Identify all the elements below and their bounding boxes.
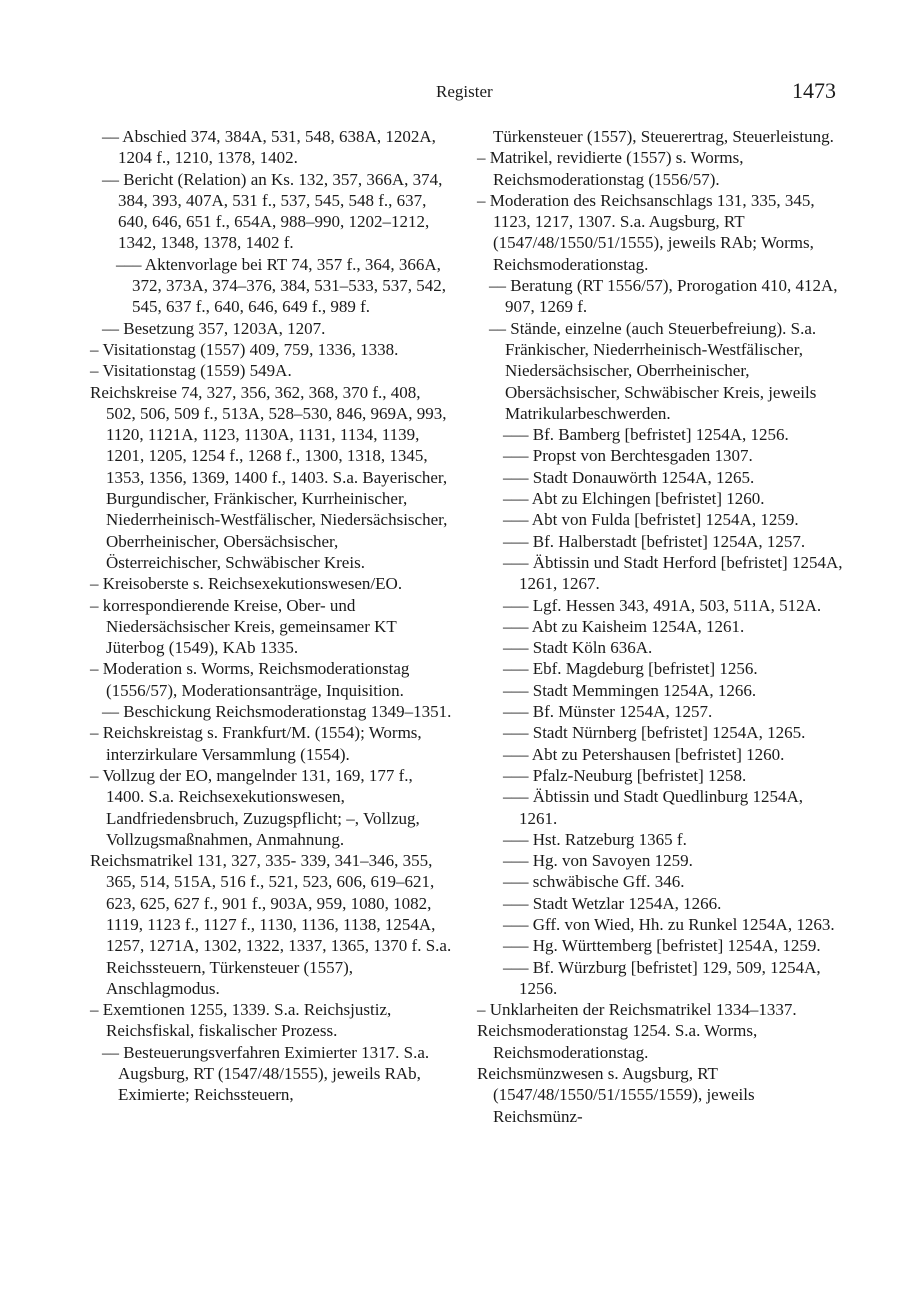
- index-entry: ––– Lgf. Hessen 343, 491A, 503, 511A, 512A.: [503, 595, 822, 615]
- running-title: Register: [436, 82, 493, 101]
- index-entry: – Moderation s. Worms, Reichsmoderationstag (1556/57), Moderationsanträge, Inquisition.: [90, 659, 410, 700]
- index-entry: – Exemtionen 1255, 1339. S.a. Reichsjustiz, Reichsfiskal, fiskalischer Prozess.: [90, 1000, 392, 1041]
- index-entry: ––– Hst. Ratzeburg 1365 f.: [503, 829, 687, 849]
- index-entry: ––– Pfalz-Neuburg [befristet] 1258.: [503, 765, 747, 785]
- index-entry: ––– Abt von Fulda [befristet] 1254A, 1259.: [503, 510, 799, 530]
- index-entry: Türkensteuer (1557), Steuerertrag, Steuerleistung.: [493, 127, 834, 146]
- index-entry: ––– Ebf. Magdeburg [befristet] 1256.: [503, 659, 758, 679]
- index-entry: –– Besetzung 357, 1203A, 1207.: [102, 318, 326, 338]
- index-entry: – Visitationstag (1559) 549A.: [90, 361, 292, 381]
- index-entry: ––– Bf. Würzburg [befristet] 129, 509, 1254A, 1256.: [503, 957, 821, 998]
- index-entry: ––– Abt zu Petershausen [befristet] 1260.: [503, 744, 785, 764]
- index-entry: ––– Hg. Württemberg [befristet] 1254A, 1259.: [503, 936, 821, 956]
- index-entry: ––– Stadt Köln 636A.: [503, 638, 653, 658]
- index-entry: ––– Äbtissin und Stadt Quedlinburg 1254A, 1261.: [503, 787, 804, 828]
- index-entry: Reichsmünzwesen s. Augsburg, RT (1547/48/1550/51/1555/1559), jeweils Reichsmünz-: [477, 1064, 755, 1126]
- index-entry: ––– Bf. Münster 1254A, 1257.: [503, 702, 713, 722]
- index-entry: – korrespondierende Kreise, Ober- und Niedersächsischer Kreis, gemeinsamer KT Jüterbog (1549), KAb 1335.: [90, 595, 397, 658]
- index-entry: ––– Bf. Bamberg [befristet] 1254A, 1256.: [503, 425, 789, 445]
- index-entry: ––– Stadt Donauwörth 1254A, 1265.: [503, 467, 755, 487]
- index-entry: –– Besteuerungsverfahren Eximierter 1317. S.a. Augsburg, RT (1547/48/1555), jeweils RAb, Eximierte; Reichssteuern,: [102, 1042, 430, 1105]
- index-entry: – Visitationstag (1557) 409, 759, 1336, 1338.: [90, 339, 399, 359]
- index-entry: ––– Stadt Memmingen 1254A, 1266.: [503, 680, 757, 700]
- index-column-left: [90, 126, 452, 1106]
- index-entry: – Kreisoberste s. Reichsexekutionswesen/EO.: [90, 574, 403, 594]
- index-entry: Reichskreise 74, 327, 356, 362, 368, 370 f., 408, 502, 506, 509 f., 513A, 528–530, 846, 969A, 993, 1120, 1121A, 1123, 1130A, 1131, 1134, 1139, 1201, 1205, 1254 f., 1268 f., 1300, 1318, 1345, 1353, 1356, 1369, 1400 f., 1403. S.a. Bayerischer, Burgundischer, Fränkischer, Kurrheinischer, Niederrheinisch-Westfälischer, Niedersächsischer, Oberrheinischer, Obersächsischer, Österreichischer, Schwäbischer Kreis.: [90, 382, 448, 572]
- index-entry: ––– Bf. Halberstadt [befristet] 1254A, 1257.: [503, 531, 806, 551]
- index-entry: ––– Hg. von Savoyen 1259.: [503, 851, 693, 871]
- index-entry: –– Bericht (Relation) an Ks. 132, 357, 366A, 374, 384, 393, 407A, 531 f., 537, 545, 548 f., 637, 640, 646, 651 f., 654A, 988–990, 1202–1212, 1342, 1348, 1378, 1402 f.: [102, 169, 443, 253]
- index-entry: – Matrikel, revidierte (1557) s. Worms, Reichsmoderationstag (1556/57).: [477, 148, 744, 189]
- index-column-right: [477, 126, 843, 1127]
- index-entry: – Unklarheiten der Reichsmatrikel 1334–1337.: [477, 1000, 797, 1020]
- index-entry: ––– Aktenvorlage bei RT 74, 357 f., 364, 366A, 372, 373A, 374–376, 384, 531–533, 537, 542, 545, 637 f., 640, 646, 649 f., 989 f.: [116, 254, 447, 317]
- index-entry: ––– Stadt Nürnberg [befristet] 1254A, 1265.: [503, 723, 806, 743]
- page-number: 1473: [792, 78, 836, 103]
- index-entry: –– Abschied 374, 384A, 531, 548, 638A, 1202A, 1204 f., 1210, 1378, 1402.: [102, 127, 436, 168]
- index-entry: ––– Äbtissin und Stadt Herford [befristet] 1254A, 1261, 1267.: [503, 552, 843, 594]
- index-entry: –– Stände, einzelne (auch Steuerbefreiung). S.a. Fränkischer, Niederrheinisch-Westfälischer, Niedersächsischer, Oberrheinischer, Obersächsischer, Schwäbischer Kreis, jeweils Matrikularbeschwerden.: [489, 318, 817, 423]
- index-entry: – Moderation des Reichsanschlags 131, 335, 345, 1123, 1217, 1307. S.a. Augsburg, RT (1547/48/1550/51/1555), jeweils RAb; Worms, Reichsmoderationstag.: [477, 190, 815, 274]
- index-entry: ––– Propst von Berchtesgaden 1307.: [503, 446, 753, 466]
- index-entry: –– Beschickung Reichsmoderationstag 1349–1351.: [102, 702, 452, 722]
- index-entry: – Vollzug der EO, mangelnder 131, 169, 177 f., 1400. S.a. Reichsexekutionswesen, Landfriedensbruch, Zuzugspflicht; –, Vollzug, Vollzugsmaßnahmen, Anmahnung.: [90, 765, 420, 849]
- index-entry: ––– Stadt Wetzlar 1254A, 1266.: [503, 893, 722, 913]
- index-entry: ––– Gff. von Wied, Hh. zu Runkel 1254A, 1263.: [503, 914, 835, 934]
- page-header: [0, 78, 900, 108]
- index-entry: Reichsmoderationstag 1254. S.a. Worms, Reichsmoderationstag.: [477, 1021, 758, 1062]
- index-entry: Reichsmatrikel 131, 327, 335- 339, 341–346, 355, 365, 514, 515A, 516 f., 521, 523, 606, 619–621, 623, 625, 627 f., 901 f., 903A, 959, 1080, 1082, 1119, 1123 f., 1127 f., 1130, 1136, 1138, 1254A, 1257, 1271A, 1302, 1322, 1337, 1365, 1370 f. S.a. Reichssteuern, Türkensteuer (1557), Anschlagmodus.: [90, 851, 452, 998]
- index-entry: ––– schwäbische Gff. 346.: [503, 872, 685, 892]
- index-entry: ––– Abt zu Kaisheim 1254A, 1261.: [503, 616, 745, 636]
- index-entry: ––– Abt zu Elchingen [befristet] 1260.: [503, 489, 765, 509]
- index-entry: – Reichskreistag s. Frankfurt/M. (1554); Worms, interzirkulare Versammlung (1554).: [90, 723, 422, 764]
- index-entry: –– Beratung (RT 1556/57), Prorogation 410, 412A, 907, 1269 f.: [489, 276, 838, 317]
